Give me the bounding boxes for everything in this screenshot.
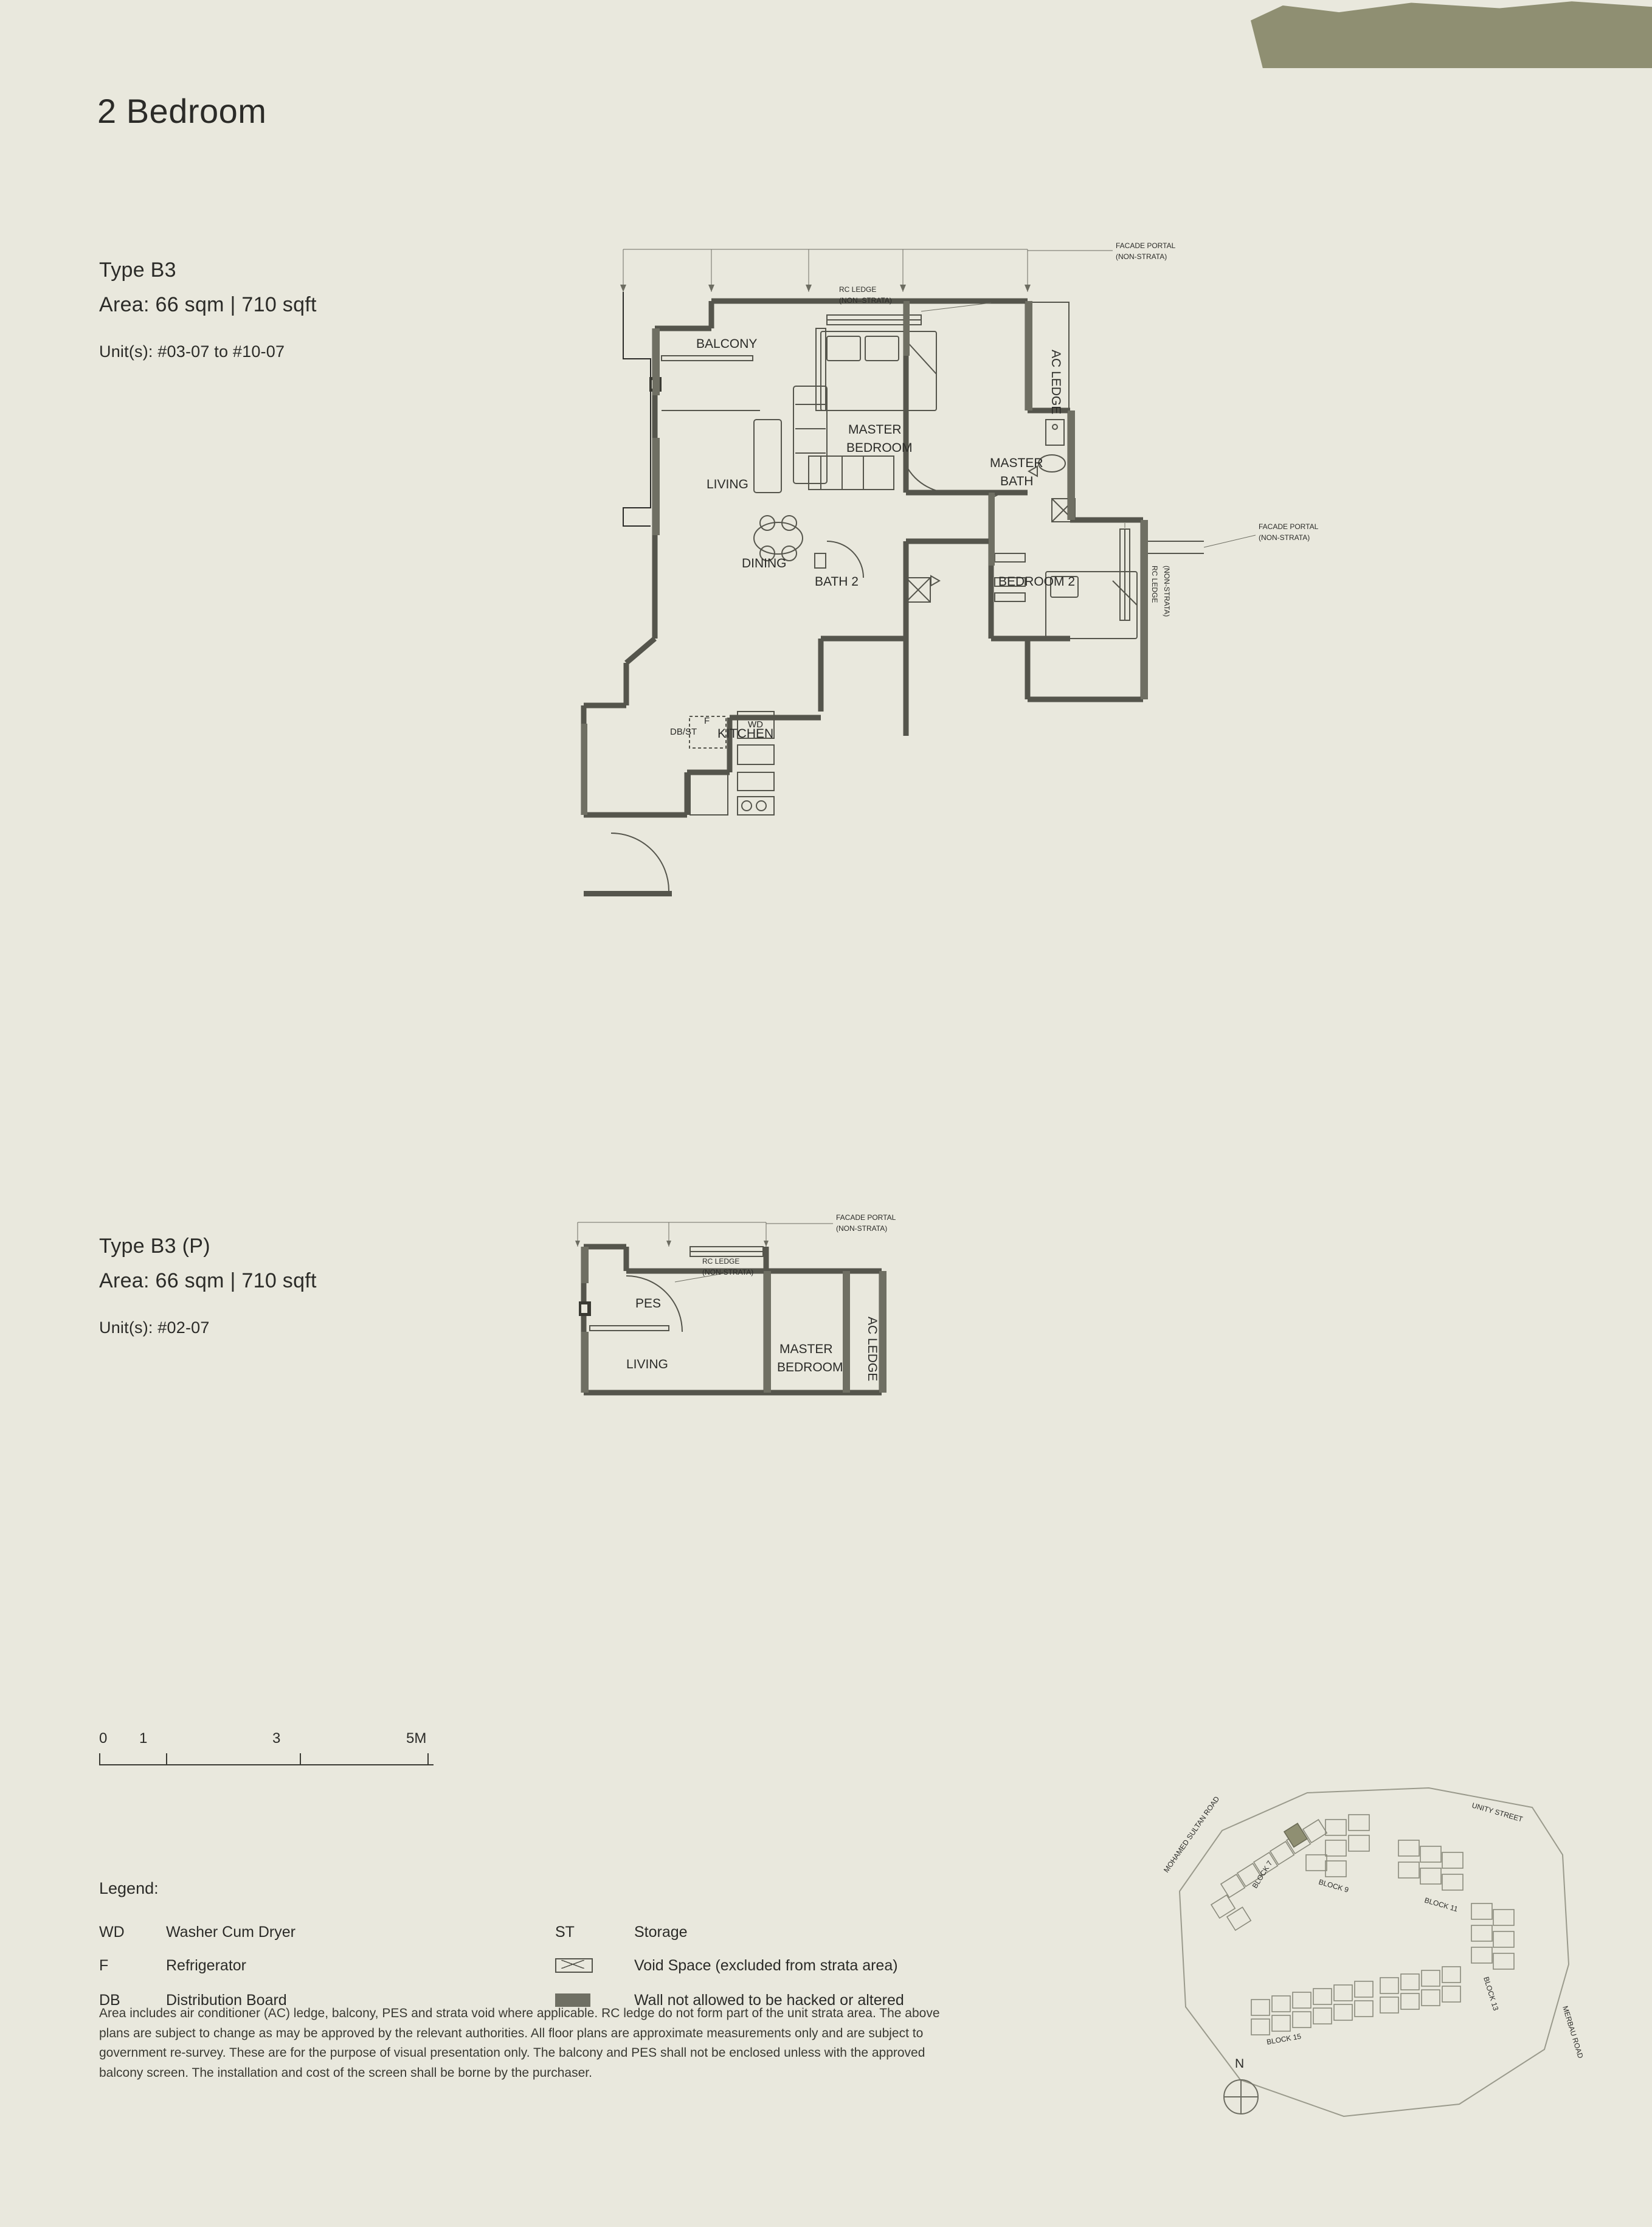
unit-a-meta [99,258,317,361]
scale-tick-1: 1 [139,1730,148,1747]
annotation-rc-ledge-top-line2: (NON–STRATA) [839,296,892,305]
scale-bar-line [99,1751,434,1765]
room-label-master-bath-line2: BATH [1000,474,1034,488]
legend-swatch-void [555,1957,634,1992]
room-label-living-b: LIVING [626,1357,668,1371]
floor-plan-type-b3p [565,1210,1101,1466]
room-label-master-bedroom-b-line1: MASTER [779,1342,833,1356]
void-space-icon [555,1958,593,1973]
room-label-balcony: BALCONY [696,337,758,351]
site-key-plan [1143,1764,1593,2135]
block-label-13: BLOCK 13 [1482,1975,1501,2012]
unit-a-units: Unit(s): #03-07 to #10-07 [99,342,285,361]
room-label-pes: PES [635,1297,662,1311]
annotation-facade-portal-top-line1: FACADE PORTAL [1116,241,1176,250]
room-label-master-bedroom-line2: BEDROOM [846,441,913,455]
scale-tick-0: 0 [99,1730,108,1747]
block-label-7: BLOCK 7 [1250,1859,1274,1890]
street-label-mohamed-sultan-road: MOHAMED SULTAN ROAD [1161,1795,1222,1874]
disclaimer-text: Area includes air conditioner (AC) ledge, balcony, PES and strata void where applicable. RC ledge do not form part of the unit strata area. The above plans are subject to change as may be approved by the relevant authorities. All floor plans are approximate measurements only and are subject to government re-survey. These are for the purpose of visual presentation only. The balcony and PES shall not be enclosed unless with the approved balcony screen. The installation and cost of the screen shall be borne by the purchaser. [99,2006,940,2080]
room-label-db-st: DB/ST [670,727,697,737]
unit-a-type: Type B3 [99,258,176,282]
annotation-facade-portal-right-line2: (NON-STRATA) [1259,533,1310,542]
block-label-15: BLOCK 15 [1266,2032,1302,2046]
corner-swatch [1251,0,1652,68]
legend-desc-wall: Wall not allowed to be hacked or altered [634,1992,904,2009]
annotation-facade-portal-b-line1: FACADE PORTAL [836,1213,896,1222]
room-label-bedroom-2: BEDROOM 2 [998,575,1076,589]
legend [99,1879,950,2025]
legend-row [99,1924,904,1957]
room-label-bath-2: BATH 2 [815,575,859,589]
block-label-11: BLOCK 11 [1423,1896,1459,1914]
marker-washer-dryer: WD [748,719,763,730]
annotation-rc-ledge-b-line2: (NON-STRATA) [702,1268,754,1276]
street-label-merbau-road: MERBAU ROAD [1561,2004,1585,2060]
legend-key-f: F [99,1957,109,1974]
legend-title: Legend: [99,1879,159,1897]
unit-b-meta [99,1235,317,1337]
scale-bar [99,1730,434,1765]
legend-key-wd: WD [99,1924,125,1941]
page-title: 2 Bedroom [97,92,267,130]
legend-key-st: ST [555,1924,575,1941]
unit-b-type: Type B3 (P) [99,1235,210,1258]
legend-desc-wd: Washer Cum Dryer [166,1924,295,1941]
annotation-rc-ledge-top-line1: RC LEDGE [839,285,877,294]
legend-desc-void: Void Space (excluded from strata area) [634,1957,898,1974]
unit-b-area: Area: 66 sqm | 710 sqft [99,1269,317,1292]
scale-tick-5m: 5M [406,1730,427,1747]
room-label-master-bath-line1: MASTER [990,456,1043,470]
scale-tick-3: 3 [272,1730,281,1747]
annotation-facade-portal-right-line1: FACADE PORTAL [1259,522,1319,531]
unit-a-area: Area: 66 sqm | 710 sqft [99,293,317,316]
annotation-ac-ledge: AC LEDGE [1049,350,1063,415]
annotation-rc-ledge-b-line1: RC LEDGE [702,1257,740,1266]
annotation-facade-portal-b-line2: (NON-STRATA) [836,1224,888,1233]
room-label-dining: DINING [742,556,787,570]
north-label: N [1235,2057,1245,2071]
room-label-kitchen: KITCHEN [717,727,774,741]
annotation-facade-portal-top-line2: (NON-STRATA) [1116,252,1167,261]
annotation-rc-ledge-right-line1: RC LEDGE [1150,566,1159,603]
annotation-ac-ledge-b: AC LEDGE [865,1317,879,1382]
legend-desc-st: Storage [634,1924,688,1941]
legend-key-db: DB [99,1992,120,2009]
north-indicator [1213,2049,1280,2122]
marker-fridge: F [704,716,710,726]
annotation-rc-ledge-right-line2: (NON-STRATA) [1163,566,1171,617]
room-label-living: LIVING [707,477,748,491]
room-label-master-bedroom-b-line2: BEDROOM [777,1360,843,1374]
legend-row [99,1957,904,1992]
room-label-master-bedroom-line1: MASTER [848,423,902,437]
street-label-unity-street: UNITY STREET [1471,1801,1524,1824]
floor-plan-type-b3 [565,237,1344,1040]
legend-desc-db: Distribution Board [166,1992,287,2009]
legend-desc-f: Refrigerator [166,1957,246,1974]
block-label-9: BLOCK 9 [1318,1877,1350,1894]
unit-b-units: Unit(s): #02-07 [99,1318,210,1337]
